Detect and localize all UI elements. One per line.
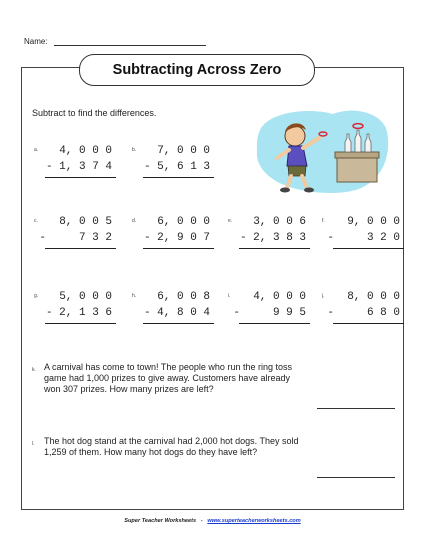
page-title: Subtracting Across Zero — [79, 54, 315, 86]
answer-rule[interactable] — [45, 248, 116, 249]
answer-rule[interactable] — [45, 323, 116, 324]
subtrahend: - 2, 9 0 7 — [143, 232, 210, 244]
problem-label: j. — [322, 293, 325, 299]
minuend: 9, 0 0 0 — [347, 216, 400, 228]
name-input-line[interactable] — [54, 37, 206, 46]
subtrahend: - 2, 3 8 3 — [239, 232, 306, 244]
problem-label: h. — [132, 293, 137, 299]
subtrahend: - 4, 8 0 4 — [143, 307, 210, 319]
problem-h — [132, 291, 214, 325]
carnival-boy-clipart — [253, 108, 389, 196]
subtrahend: - 2, 1 3 6 — [45, 307, 112, 319]
booth-table-top — [335, 152, 379, 158]
footer-separator: - — [200, 518, 203, 524]
answer-rule[interactable] — [333, 248, 404, 249]
problem-label: c. — [34, 218, 38, 224]
minuend: 6, 0 0 8 — [157, 291, 210, 303]
word-problem-l — [32, 436, 312, 472]
problem-label: b. — [132, 147, 137, 153]
minuend: 4, 0 0 0 — [253, 291, 306, 303]
problem-label: i. — [228, 293, 231, 299]
subtrahend: - 6 8 0 — [327, 307, 400, 319]
answer-rule[interactable] — [239, 248, 310, 249]
word-problem-text: The hot dog stand at the carnival had 2,000 hot dogs. They sold 1,259 of them. How many hot dogs do they have left? — [44, 436, 299, 457]
problem-j — [322, 291, 404, 325]
problem-i — [228, 291, 310, 325]
instructions: Subtract to find the differences. — [32, 108, 157, 118]
answer-rule[interactable] — [143, 323, 214, 324]
answer-rule[interactable] — [239, 323, 310, 324]
answer-rule[interactable] — [45, 177, 116, 178]
problem-a — [34, 145, 116, 179]
subtrahend: - 9 9 5 — [233, 307, 306, 319]
minuend: 4, 0 0 0 — [59, 145, 112, 157]
minuend: 7, 0 0 0 — [157, 145, 210, 157]
word-problem-text: A carnival has come to town! The people who run the ring toss game had 1,000 prizes to give away. Customers have already won 307 prizes. How many prizes are left? — [44, 362, 292, 394]
answer-rule[interactable] — [143, 248, 214, 249]
minuend: 8, 0 0 5 — [59, 216, 112, 228]
name-label: Name: — [24, 37, 48, 46]
answer-rule[interactable] — [333, 323, 404, 324]
problem-label: g. — [34, 293, 39, 299]
problem-label: f. — [322, 218, 325, 224]
subtrahend: - 5, 6 1 3 — [143, 161, 210, 173]
subtrahend: - 1, 3 7 4 — [45, 161, 112, 173]
problem-label: a. — [34, 147, 39, 153]
minuend: 6, 0 0 0 — [157, 216, 210, 228]
problem-e — [228, 216, 310, 250]
word-problem-label: k. — [32, 367, 36, 373]
answer-line-k[interactable] — [317, 408, 395, 409]
problem-g — [34, 291, 116, 325]
name-row — [24, 37, 206, 46]
problem-b — [132, 145, 214, 179]
footer — [0, 518, 425, 524]
answer-line-l[interactable] — [317, 477, 395, 478]
subtrahend: - 7 3 2 — [39, 232, 112, 244]
answer-rule[interactable] — [143, 177, 214, 178]
footer-brand: Super Teacher Worksheets — [124, 518, 197, 524]
word-problem-label: l. — [32, 441, 35, 447]
problem-c — [34, 216, 116, 250]
problem-label: e. — [228, 218, 233, 224]
problem-f — [322, 216, 404, 250]
subtrahend: - 3 2 0 — [327, 232, 400, 244]
booth-table — [337, 156, 377, 182]
problem-label: d. — [132, 218, 137, 224]
footer-link[interactable]: www.superteacherworksheets.com — [207, 518, 301, 524]
minuend: 5, 0 0 0 — [59, 291, 112, 303]
word-problem-k — [32, 362, 312, 408]
minuend: 3, 0 0 6 — [253, 216, 306, 228]
problem-d — [132, 216, 214, 250]
minuend: 8, 0 0 0 — [347, 291, 400, 303]
